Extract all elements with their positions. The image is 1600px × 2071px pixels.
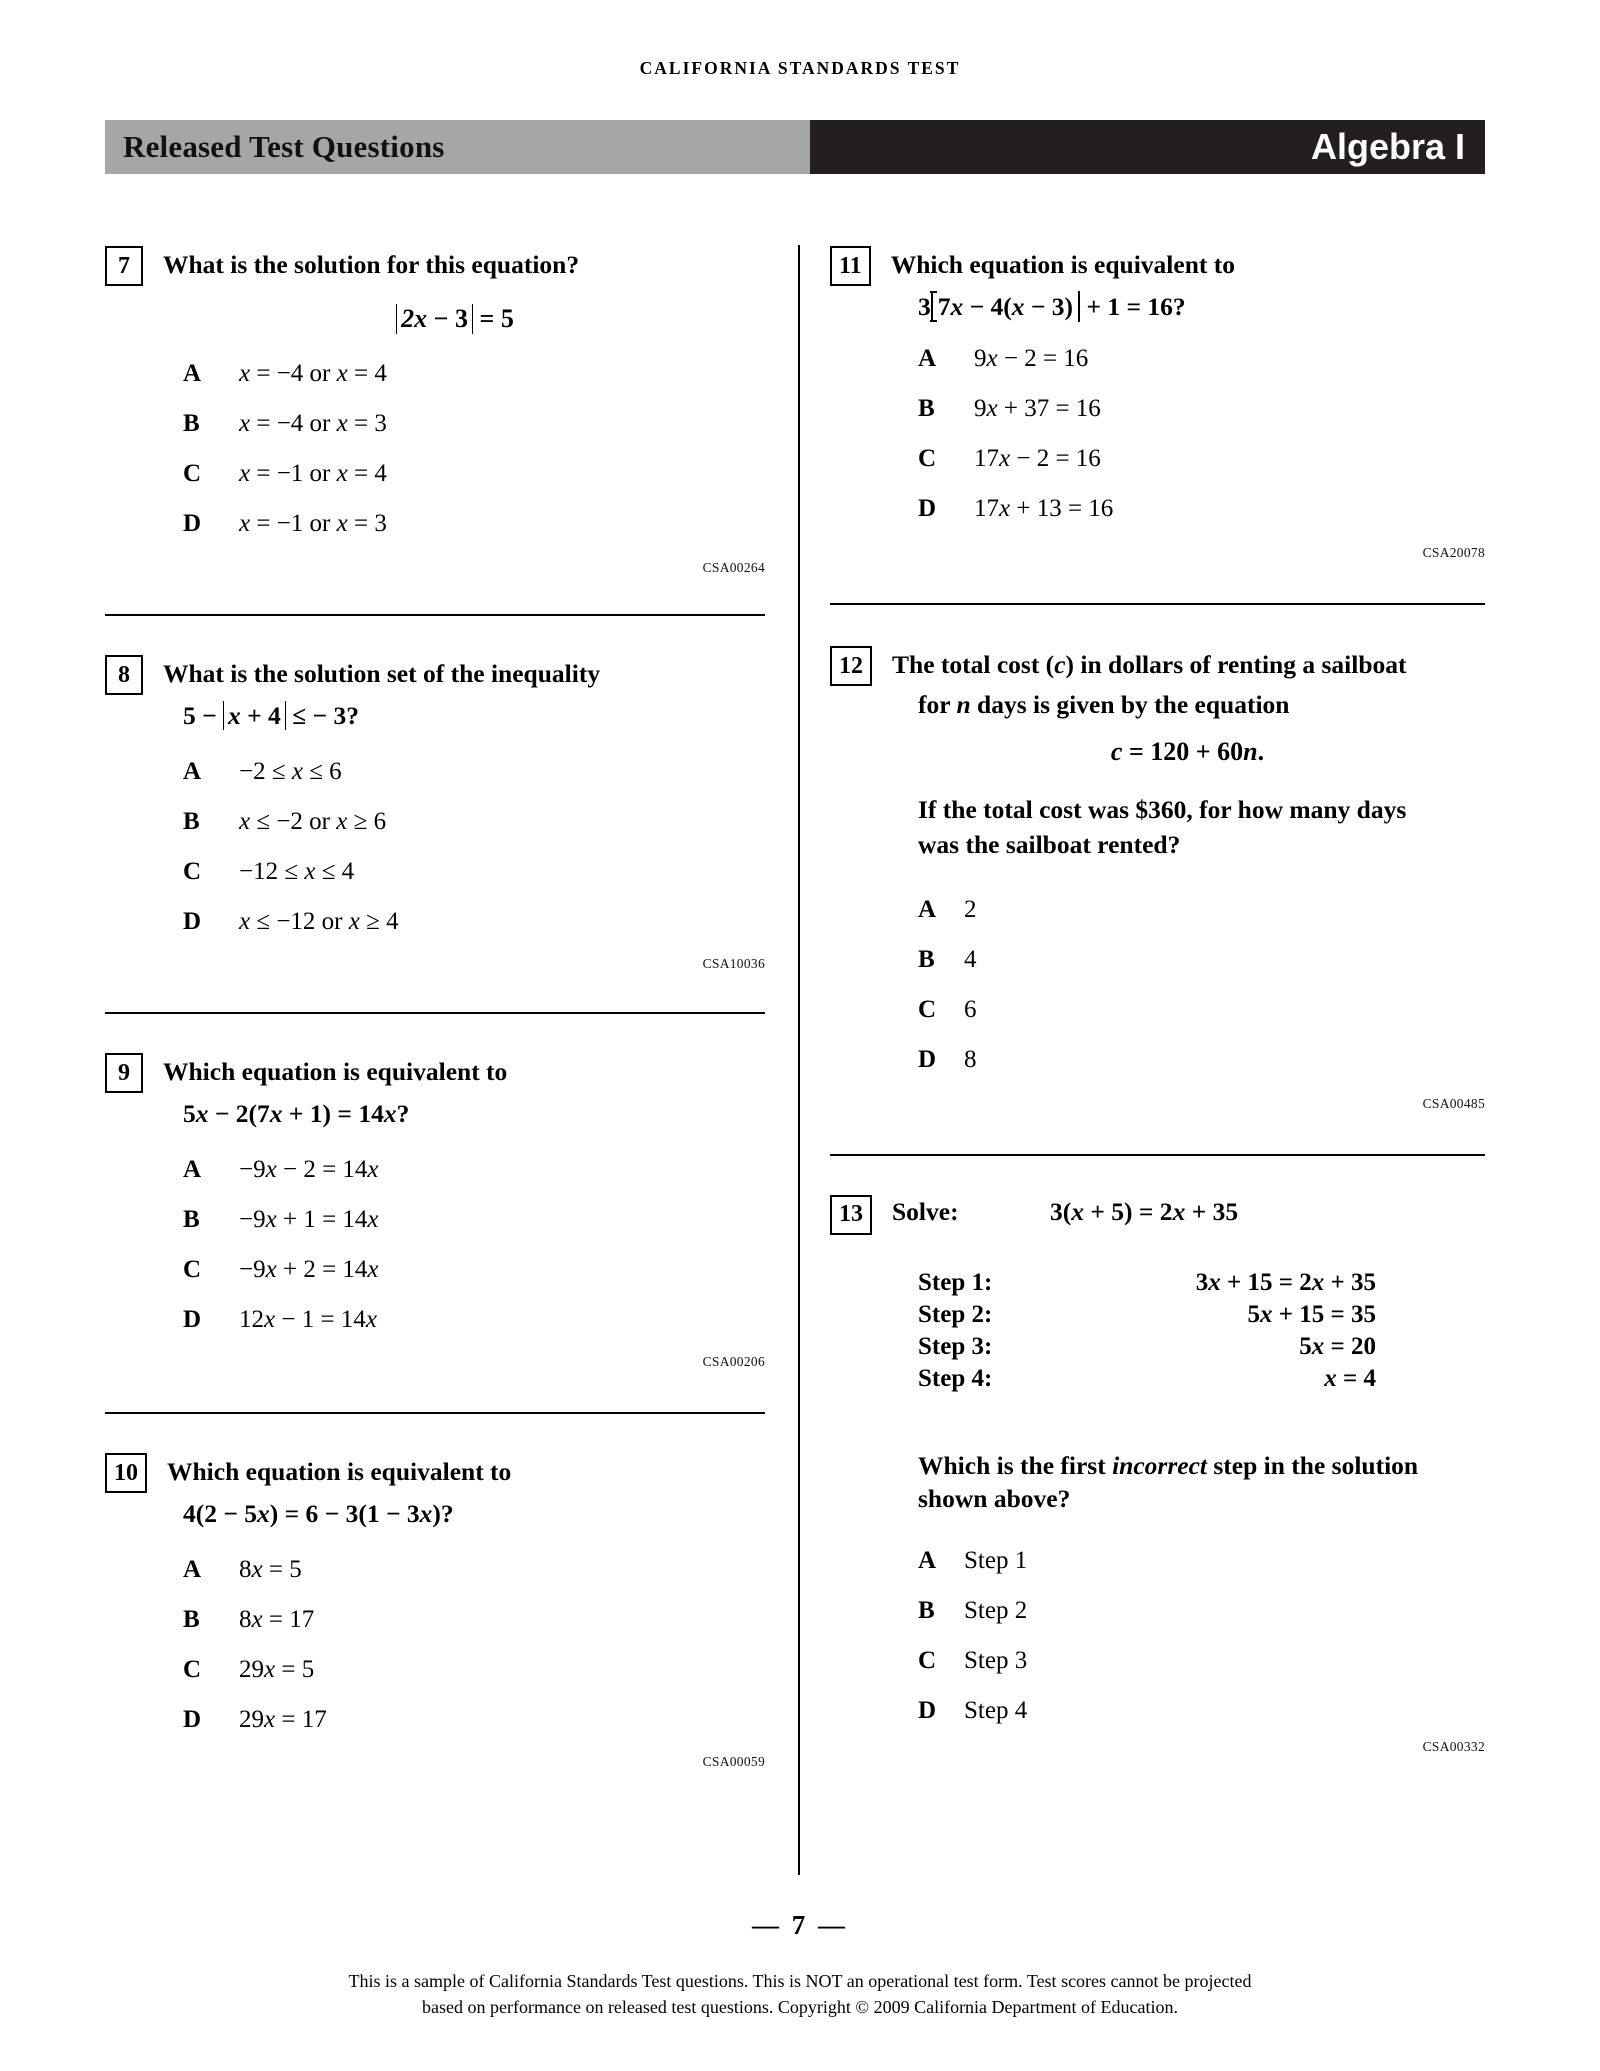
choice-text: x = −1 or x = 4 — [239, 460, 387, 487]
choice-letter: C — [183, 460, 202, 487]
question-8-choices — [183, 758, 765, 936]
question-10-choice-b[interactable] — [183, 1606, 765, 1634]
choice-letter: D — [183, 1306, 202, 1334]
choice-letter: D — [183, 510, 202, 537]
question-9-choices — [183, 1156, 765, 1334]
question-7-csa-code: CSA00264 — [702, 560, 765, 575]
question-10 — [105, 1412, 765, 1770]
question-12-prompt-line2: for n days is given by the equation — [918, 690, 1290, 720]
choice-text: −9x − 2 = 14x — [239, 1156, 379, 1184]
step-label: Step 3: — [918, 1332, 993, 1360]
question-12-choice-d[interactable] — [918, 1046, 1485, 1074]
choice-letter: B — [918, 395, 935, 423]
choice-letter: B — [918, 945, 935, 973]
step-equation: 5x = 20 — [1299, 1332, 1376, 1360]
step-label: Step 1: — [918, 1268, 993, 1296]
document-top-title: CALIFORNIA STANDARDS TEST — [639, 58, 961, 78]
choice-text: x ≤ −2 or x ≥ 6 — [239, 808, 387, 836]
choice-letter: D — [183, 908, 202, 936]
question-8-choice-c[interactable] — [183, 858, 765, 886]
question-7-prompt: What is the solution for this equation? — [163, 250, 580, 279]
question-13-subprompt-a: Which is the first — [918, 1450, 1113, 1480]
question-9-choice-d[interactable] — [183, 1306, 765, 1334]
choice-text: 29x = 17 — [239, 1706, 327, 1734]
choice-text: 12x − 1 = 14x — [239, 1306, 377, 1334]
question-10-csa-code: CSA00059 — [702, 1754, 765, 1770]
question-11 — [830, 245, 1485, 561]
choice-text: 6 — [964, 995, 977, 1023]
question-9-separator — [105, 1012, 765, 1014]
choice-letter: C — [183, 1656, 202, 1684]
question-13-number: 13 — [830, 1195, 872, 1235]
question-13-subprompt-b: step in the solution — [1206, 1450, 1419, 1480]
footnote-line-1: This is a sample of California Standards Test questions. This is NOT an operational test form. Test scores cannot be projected — [348, 1971, 1252, 1991]
question-10-head — [105, 1452, 765, 1493]
choice-letter: D — [918, 1045, 937, 1073]
choice-letter: A — [183, 1156, 202, 1184]
header-right-subject: Algebra I — [1310, 126, 1465, 167]
question-11-number: 11 — [830, 246, 871, 286]
right-question-column — [830, 245, 1485, 1755]
question-11-csa-code: CSA20078 — [1422, 545, 1485, 561]
question-13 — [830, 1154, 1485, 1755]
question-9 — [105, 1012, 765, 1370]
question-12-choice-a[interactable] — [918, 896, 1485, 924]
question-8-prompt-line1: What is the solution set of the inequality — [163, 659, 601, 688]
question-7-head — [105, 245, 765, 286]
question-11-head — [830, 245, 1485, 286]
question-12-choices — [918, 896, 1485, 1074]
question-8-separator — [105, 614, 765, 616]
choice-letter: C — [918, 445, 937, 473]
step-label: Step 2: — [918, 1300, 993, 1328]
question-11-choice-d[interactable] — [918, 495, 1485, 523]
question-12-prompt-line1: The total cost (c) in dollars of renting a sailboat — [892, 650, 1407, 680]
question-8-head — [105, 654, 765, 695]
choice-text: Step 2 — [964, 1596, 1028, 1624]
question-13-choice-a[interactable] — [918, 1547, 1485, 1575]
choice-text: 17x − 2 = 16 — [974, 445, 1101, 473]
header-left-title: Released Test Questions — [123, 129, 445, 164]
question-13-solve-row — [892, 1194, 1238, 1227]
question-13-solve-label: Solve: — [892, 1196, 959, 1226]
question-7 — [105, 245, 765, 576]
choice-text: 2 — [964, 895, 977, 923]
question-13-choice-c[interactable] — [918, 1647, 1485, 1675]
choice-text: Step 4 — [964, 1696, 1028, 1724]
choice-letter: A — [918, 895, 937, 923]
question-11-choices — [918, 345, 1485, 523]
choice-text: 4 — [964, 945, 977, 973]
choice-text: x = −4 or x = 4 — [239, 360, 387, 387]
question-10-choices — [183, 1556, 765, 1734]
choice-letter: D — [918, 1696, 937, 1724]
question-13-choice-d[interactable] — [918, 1697, 1485, 1725]
question-12-separator — [830, 603, 1485, 605]
question-12-equation: c = 120 + 60n. — [1110, 737, 1265, 767]
question-13-steps — [918, 1269, 1485, 1393]
question-13-subprompt-line2: shown above? — [918, 1483, 1071, 1513]
question-9-choice-a[interactable] — [183, 1156, 765, 1184]
choice-letter: D — [183, 1706, 202, 1734]
question-7-choices — [183, 360, 765, 538]
choice-text: 8x = 5 — [239, 1556, 302, 1584]
choice-letter: A — [183, 360, 202, 387]
footnote-line-2: based on performance on released test questions. Copyright © 2009 California Department of Education. — [422, 1997, 1178, 2018]
choice-letter: C — [183, 858, 202, 886]
question-13-subprompt — [918, 1449, 1485, 1515]
question-13-step-4 — [918, 1365, 1485, 1393]
question-11-choice-c[interactable] — [918, 445, 1485, 473]
choice-text: −9x + 2 = 14x — [239, 1256, 379, 1284]
question-9-csa-code: CSA00206 — [702, 1354, 765, 1370]
page-number: — 7 — — [752, 1910, 848, 1940]
step-equation: 5x + 15 = 35 — [1247, 1300, 1376, 1328]
question-12-number: 12 — [830, 646, 872, 686]
question-12-csa-code: CSA00485 — [1422, 1095, 1485, 1111]
question-9-number: 9 — [105, 1053, 143, 1093]
question-12-choice-c[interactable] — [918, 996, 1485, 1024]
question-7-number: 7 — [105, 246, 143, 286]
question-13-subprompt-italic: incorrect — [1112, 1450, 1207, 1480]
question-13-csa-code: CSA00332 — [1422, 1738, 1485, 1754]
question-9-choice-b[interactable] — [183, 1206, 765, 1234]
choice-text: x = −1 or x = 3 — [239, 510, 387, 537]
question-10-number: 10 — [105, 1453, 147, 1493]
header-right-panel — [810, 120, 1485, 174]
question-9-choice-c[interactable] — [183, 1256, 765, 1284]
question-13-choice-b[interactable] — [918, 1597, 1485, 1625]
choice-letter: A — [183, 758, 202, 786]
question-11-choice-a[interactable] — [918, 345, 1485, 373]
choice-text: 9x + 37 = 16 — [974, 395, 1101, 423]
question-7-choice-b[interactable] — [183, 410, 765, 438]
question-13-solve-equation: 3(x + 5) = 2x + 35 — [1050, 1196, 1239, 1226]
choice-text: −2 ≤ x ≤ 6 — [239, 758, 342, 786]
question-10-prompt-line2: 4(2 − 5x) = 6 − 3(1 − 3x)? — [183, 1499, 454, 1529]
question-12-head — [830, 645, 1485, 686]
step-equation: x = 4 — [1324, 1364, 1376, 1392]
question-7-choice-a[interactable] — [183, 360, 765, 388]
question-10-choice-c[interactable] — [183, 1656, 765, 1684]
page-footnote — [0, 1968, 1600, 2020]
question-12-prompt-line4: was the sailboat rented? — [918, 830, 1181, 860]
choice-text: Step 1 — [964, 1546, 1028, 1574]
choice-letter: D — [918, 495, 937, 523]
choice-text: −12 ≤ x ≤ 4 — [239, 858, 355, 886]
question-7-equation: 2x − 3 = 5 — [145, 304, 765, 334]
left-question-column — [105, 245, 765, 1770]
choice-text: Step 3 — [964, 1646, 1028, 1674]
choice-letter: A — [183, 1556, 202, 1584]
choice-text: −9x + 1 = 14x — [239, 1206, 379, 1234]
question-12-choice-b[interactable] — [918, 946, 1485, 974]
question-8-number: 8 — [105, 655, 143, 695]
step-equation: 3x + 15 = 2x + 35 — [1195, 1268, 1376, 1296]
question-8-prompt-line2: 5 − x + 4 ≤ − 3? — [183, 701, 359, 730]
choice-text: 8 — [964, 1045, 977, 1073]
choice-text: 8x = 17 — [239, 1606, 315, 1634]
question-9-prompt-line1: Which equation is equivalent to — [163, 1057, 508, 1087]
question-13-step-1 — [918, 1269, 1485, 1297]
choice-letter: B — [183, 410, 200, 437]
question-10-choice-d[interactable] — [183, 1706, 765, 1734]
choice-text: x = −4 or x = 3 — [239, 410, 387, 437]
question-8-choice-d[interactable] — [183, 908, 765, 936]
question-13-head — [830, 1194, 1485, 1235]
choice-letter: C — [918, 995, 937, 1023]
choice-letter: C — [918, 1646, 937, 1674]
page-header-bar — [105, 120, 1485, 174]
choice-letter: A — [918, 345, 937, 373]
choice-letter: B — [183, 1606, 200, 1634]
step-label: Step 4: — [918, 1364, 993, 1392]
question-7-choice-c[interactable] — [183, 460, 765, 488]
choice-letter: C — [183, 1256, 202, 1284]
question-10-prompt-line1: Which equation is equivalent to — [167, 1457, 512, 1487]
question-12-prompt-line3: If the total cost was $360, for how many days — [918, 795, 1407, 825]
question-9-head — [105, 1052, 765, 1093]
choice-letter: B — [183, 1206, 200, 1234]
header-left-panel — [105, 120, 810, 174]
choice-letter: B — [918, 1596, 935, 1624]
question-13-step-2 — [918, 1301, 1485, 1329]
question-13-step-3 — [918, 1333, 1485, 1361]
question-7-choice-d[interactable] — [183, 510, 765, 538]
question-11-prompt-line1: Which equation is equivalent to — [890, 250, 1235, 279]
choice-text: 17x + 13 = 16 — [974, 495, 1114, 523]
question-11-prompt-line2: 3 7x − 4(x − 3) + 1 = 16? — [918, 292, 1186, 321]
question-11-choice-b[interactable] — [918, 395, 1485, 423]
choice-text: 29x = 5 — [239, 1656, 315, 1684]
question-8-csa-code: CSA10036 — [702, 956, 765, 972]
choice-text: 9x − 2 = 16 — [974, 345, 1089, 373]
column-divider-rule — [798, 245, 800, 1875]
question-10-separator — [105, 1412, 765, 1414]
question-9-prompt-line2: 5x − 2(7x + 1) = 14x? — [183, 1099, 410, 1129]
choice-letter: B — [183, 808, 200, 836]
question-13-choices — [918, 1547, 1485, 1725]
question-12 — [830, 603, 1485, 1111]
question-8 — [105, 614, 765, 972]
choice-letter: A — [918, 1546, 937, 1574]
question-10-choice-a[interactable] — [183, 1556, 765, 1584]
question-8-choice-b[interactable] — [183, 808, 765, 836]
question-8-choice-a[interactable] — [183, 758, 765, 786]
choice-text: x ≤ −12 or x ≥ 4 — [239, 908, 399, 936]
question-13-separator — [830, 1154, 1485, 1156]
